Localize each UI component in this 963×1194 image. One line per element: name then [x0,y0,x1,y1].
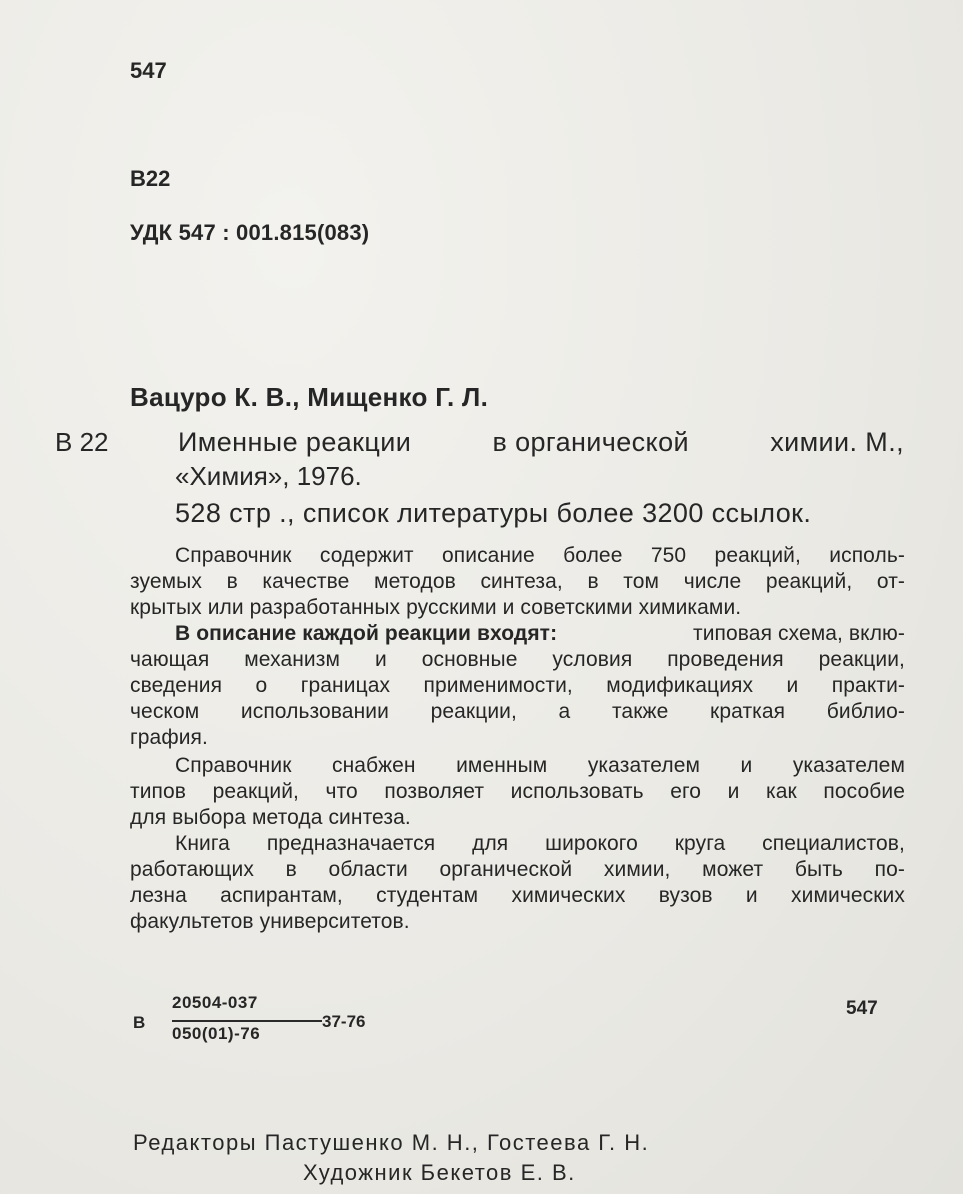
annotation-p3-line-2: типов реакций, что позволяет использовать его и как пособие [130,780,905,803]
book-title-line-1 [178,427,904,458]
publication-code: 547 [846,998,878,1019]
annotation-p2-bold-lead: В описание каждой реакции входят: [175,622,558,645]
top-classification-code: 547 [130,58,167,83]
title-part-1: Именные реакции [178,427,412,457]
annotation-p2-line-4: ческом использовании реакции, а также краткая библио- [130,700,905,723]
annotation-p4-line-2: работающих в области органической химии, может быть по- [130,858,905,881]
title-part-3: химии. М., [770,427,904,457]
publication-letter: В [133,1013,146,1032]
authors-heading: Вацуро К. В., Мищенко Г. Л. [130,382,489,412]
annotation-p4-line-4: факультетов университетов. [130,910,410,933]
annotation-p4-line-1: Книга предназначается для широкого круга специалистов, [175,832,905,855]
annotation-p2-line-3: сведения о границах применимости, модификациях и практи- [130,674,905,697]
book-title-line-2: «Химия», 1976. [175,461,362,491]
annotation-p2-line-5: графия. [130,726,208,749]
publication-denominator: 050(01)-76 [172,1024,261,1043]
udk-code: УДК 547 : 001.815(083) [130,220,370,245]
annotation-p3-line-1: Справочник снабжен именным указателем и указателем [175,754,905,777]
annotation-p3-line-3: для выбора метода синтеза. [130,806,411,829]
annotation-p1-line-3: крытых или разработанных русскими и советскими химиками. [130,596,742,619]
annotation-p2-line-1-rest: типовая схема, вклю- [687,622,905,645]
annotation-p2-line-1 [175,621,905,647]
library-class-code: B22 [130,166,171,191]
author-index-mark: В 22 [55,427,109,457]
title-part-2: в органической [492,427,689,457]
annotation-p4-line-3: лезна аспирантам, студентам химических вузов и химических [130,884,905,907]
annotation-p1-line-1: Справочник содержит описание более 750 реакций, исполь- [175,544,905,567]
artist-credit: Художник Бекетов Е. В. [303,1160,576,1185]
annotation-p2-line-2: чающая механизм и основные условия проведения реакции, [130,648,905,671]
fraction-rule [172,1020,322,1022]
annotation-p1-line-2: зуемых в качестве методов синтеза, в том числе реакций, от- [130,570,905,593]
book-extent: 528 стр ., список литературы более 3200 ссылок. [175,498,812,528]
publication-suffix: 37-76 [322,1012,366,1031]
publication-numerator: 20504-037 [172,993,258,1012]
editors-credit: Редакторы Пастушенко М. Н., Гостеева Г. Н. [133,1130,650,1155]
